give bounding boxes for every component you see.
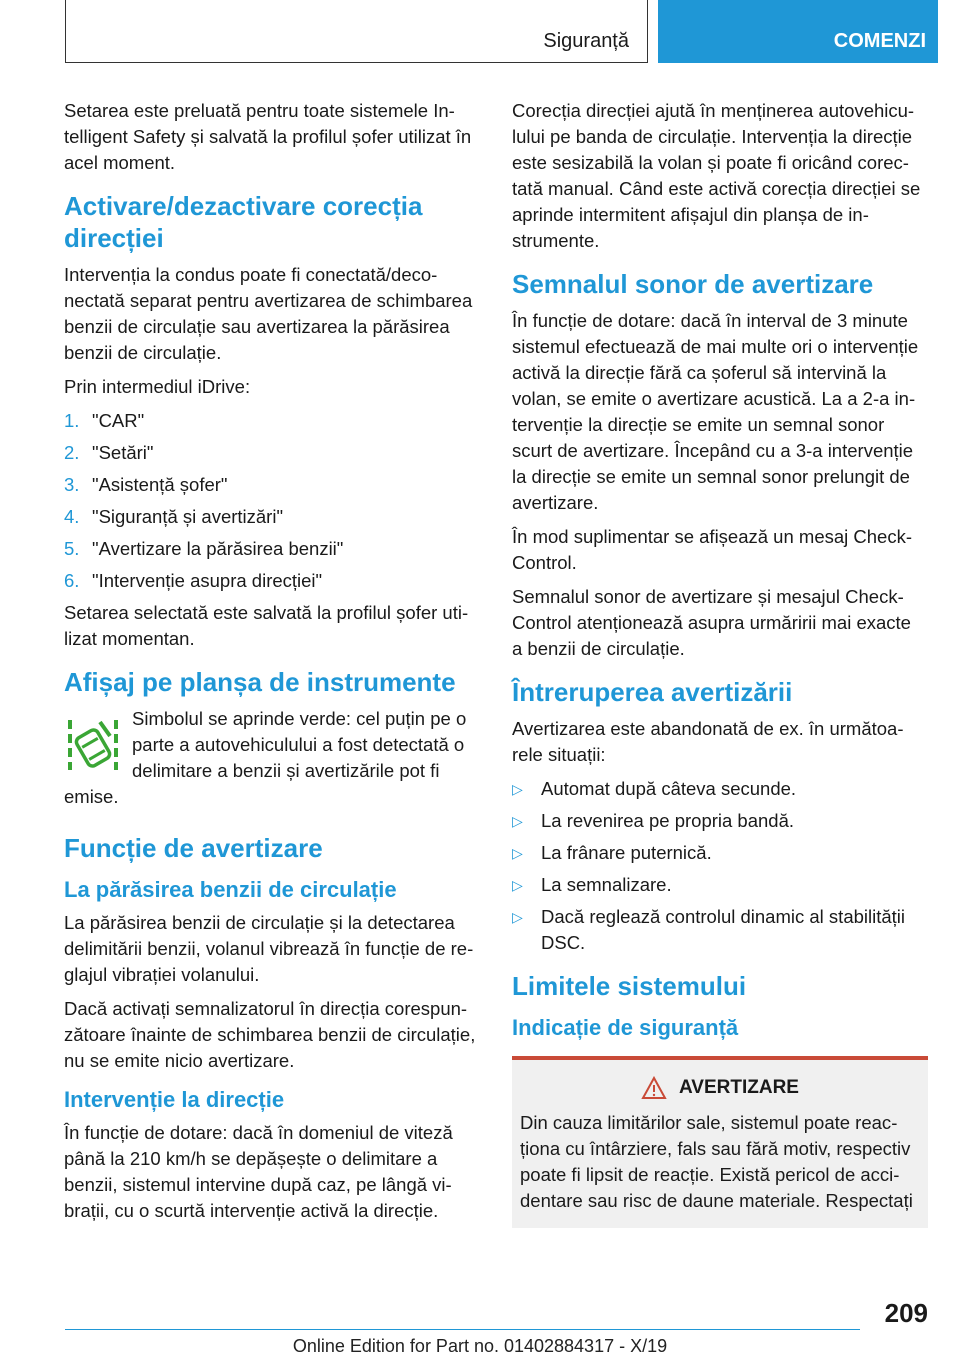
step-text: "Siguranță și avertizări" xyxy=(92,506,284,527)
step-item xyxy=(64,408,478,434)
paragraph-idrive: Prin intermediul iDrive: xyxy=(64,376,251,397)
step-item xyxy=(64,440,478,466)
footer-divider xyxy=(65,1329,860,1330)
heading-activare: Activare/dezactivare corecția direcției xyxy=(64,191,423,253)
step-item xyxy=(64,568,478,594)
idrive-steps xyxy=(64,408,478,594)
triangle-bullet-icon: ▷ xyxy=(512,781,523,797)
heading-interventie: Intervenție la direcție xyxy=(64,1087,285,1112)
paragraph-selectata: Setarea selectată este salvată la profilul șofer utilizat momentan. xyxy=(64,602,469,649)
warning-header xyxy=(520,1076,920,1100)
list-item xyxy=(512,872,926,898)
list-item-text: Dacă reglează controlul dinamic al stabilității DSC. xyxy=(541,906,906,953)
paragraph-semnal-2: În mod suplimentar se afișează un mesaj Check-Control. xyxy=(512,526,912,573)
warning-title: AVERTIZARE xyxy=(679,1077,799,1098)
paragraph-semnal-3: Semnalul sonor de avertizare și mesajul Check-Control atenționează asupra urmăririi mai exacte a benzii de circulație. xyxy=(512,586,911,659)
paragraph-intrerupere: Avertizarea este abandonată de ex. în următoarele situații: xyxy=(512,718,904,765)
heading-intrerupere: Întreruperea avertizării xyxy=(512,677,793,707)
header-chapter-tab[interactable]: COMENZI xyxy=(658,0,938,63)
page-number: 209 xyxy=(884,1298,928,1328)
right-column xyxy=(512,98,926,1228)
intro-paragraph: Setarea este preluată pentru toate sistemele Intelligent Safety și salvată la profilul șofer utilizat în acel moment. xyxy=(64,100,472,173)
step-number: 6. xyxy=(64,570,80,591)
triangle-bullet-icon: ▷ xyxy=(512,813,523,829)
list-item xyxy=(512,776,926,802)
heading-parasire: La părăsirea benzii de circulație xyxy=(64,877,397,902)
lane-assist-icon xyxy=(64,712,122,778)
heading-semnal: Semnalul sonor de avertizare xyxy=(512,269,874,299)
warning-text: Din cauza limitărilor sale, sistemul poate reacționa cu întârziere, fals sau fără motiv, respectiv poate fi lipsit de reacție. Există pericol de accidentare sau risc de daune materiale. Respectați xyxy=(520,1112,913,1211)
heading-functie: Funcție de avertizare xyxy=(64,833,323,863)
heading-indicatie: Indicație de siguranță xyxy=(512,1015,739,1040)
triangle-bullet-icon: ▷ xyxy=(512,845,523,861)
step-item xyxy=(64,472,478,498)
step-item xyxy=(64,504,478,530)
triangle-bullet-icon: ▷ xyxy=(512,909,523,925)
paragraph-semnal-1: În funcție de dotare: dacă în interval de 3 minute sistemul efectuează de mai multe ori o intervenție activă la direcție fără ca șoferul să intervină la volan, se emite o avertizare acustică. La a 2-a intervenție la direcție se emite un semnal sonor scurt de avertizare. Începând cu a 3-a intervenție la direcție se emite un semnal sonor prelungit de avertizare. xyxy=(512,310,919,513)
triangle-bullet-icon: ▷ xyxy=(512,877,523,893)
left-column xyxy=(64,98,478,1232)
step-number: 1. xyxy=(64,410,80,431)
paragraph-interventie: În funcție de dotare: dacă în domeniul de viteză până la 210 km/h se depășește o delimitare a benzii, sistemul intervine după caz, pe lângă vibrații, cu o scurtă intervenție activă la direcție. xyxy=(64,1122,453,1221)
step-text: "CAR" xyxy=(92,410,145,431)
footer-edition: Online Edition for Part no. 01402884317 - X/19 xyxy=(292,1336,668,1356)
warning-box xyxy=(512,1056,928,1228)
paragraph-corectia: Corecția direcției ajută în menținerea autovehiculului pe banda de circulație. Intervenția la direcție este sesizabilă la volan și poate fi oricând corectată manual. Când este activă corecția direcției se aprinde intermitent afișajul din planșa de instrumente. xyxy=(512,100,921,251)
list-item xyxy=(512,904,926,956)
paragraph-semnalizator: Dacă activați semnalizatorul în direcția corespunzătoare înainte de schimbarea benzii de circulație, nu se emite nicio avertizare. xyxy=(64,998,476,1071)
paragraph-simbol: Simbolul se aprinde verde: cel puțin pe o parte a autovehiculului a fost detectată o delimitare a benzii și avertizările pot fi emise. xyxy=(64,708,467,807)
list-item-text: La frânare puternică. xyxy=(541,842,712,863)
list-item-text: La semnalizare. xyxy=(541,874,672,895)
step-text: "Intervenție asupra direcției" xyxy=(92,570,323,591)
warning-triangle-icon xyxy=(641,1076,667,1100)
step-number: 5. xyxy=(64,538,80,559)
interruption-list xyxy=(512,776,926,956)
heading-limitele: Limitele sistemului xyxy=(512,971,747,1001)
step-text: "Avertizare la părăsirea benzii" xyxy=(92,538,344,559)
step-text: "Asistență șofer" xyxy=(92,474,228,495)
heading-afisaj: Afișaj pe planșa de instrumente xyxy=(64,667,456,697)
symbol-paragraph xyxy=(64,706,478,818)
step-item xyxy=(64,536,478,562)
list-item-text: La revenirea pe propria bandă. xyxy=(541,810,795,831)
header-section-title: Siguranță xyxy=(543,30,629,52)
list-item xyxy=(512,840,926,866)
step-number: 3. xyxy=(64,474,80,495)
list-item-text: Automat după câteva secunde. xyxy=(541,778,797,799)
step-number: 2. xyxy=(64,442,80,463)
step-text: "Setări" xyxy=(92,442,154,463)
paragraph-parasire: La părăsirea benzii de circulație și la detectarea delimitării benzii, volanul vibrează în funcție de reglajul vibrației volanului. xyxy=(64,912,474,985)
paragraph-interventia: Intervenția la condus poate fi conectată/deconectată separat pentru avertizarea de schimbarea benzii de circulație sau avertizarea la părăsirea benzii de circulație. xyxy=(64,264,473,363)
list-item xyxy=(512,808,926,834)
step-number: 4. xyxy=(64,506,80,527)
header-section-box xyxy=(65,0,648,63)
